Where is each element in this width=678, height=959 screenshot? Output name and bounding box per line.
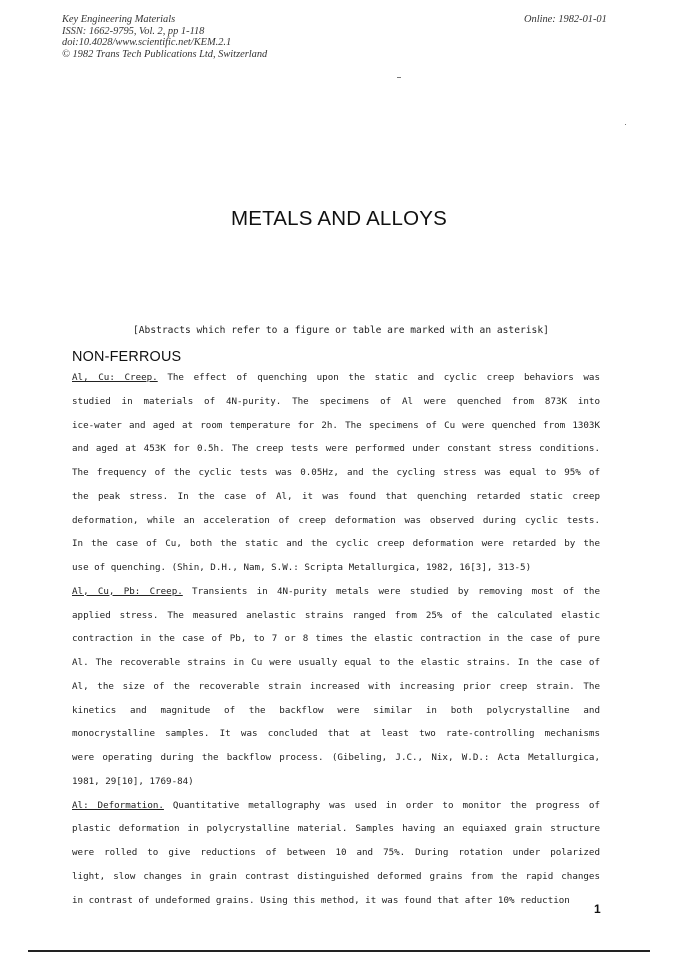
abstract-line: use of quenching. (Shin, D.H., Nam, S.W.: Scripta Metallurgica, 1982, 16[3], 313-5) bbox=[72, 562, 532, 573]
abstract-line: in contrast of undeformed grains. Using this method, it was found that after 10% reduction bbox=[72, 894, 570, 906]
abstract-line: the peak stress. In the case of Al, it was found that quenching retarded static creep bbox=[72, 490, 600, 502]
abstract-line: studied in materials of 4N-purity. The specimens of Al were quenched from 873K into bbox=[72, 395, 600, 407]
scan-speck bbox=[397, 77, 401, 78]
abstract-topic: Al: Deformation. bbox=[72, 799, 164, 811]
journal-header bbox=[62, 14, 267, 60]
issn-line: ISSN: 1662-9795, Vol. 2, pp 1-118 bbox=[62, 25, 205, 37]
abstract-line: kinetics and magnitude of the backflow were similar in both polycrystalline and bbox=[72, 704, 600, 716]
abstract-line: were operating during the backflow process. (Gibeling, J.C., Nix, W.D.: Acta Metallurgica, bbox=[72, 752, 600, 763]
abstract-line: In the case of Cu, both the static and the cyclic creep deformation were retarded by the bbox=[72, 538, 600, 550]
abstract-text: Transients in 4N-purity metals were studied by removing most of the bbox=[182, 585, 600, 597]
abstract-line: applied stress. The measured anelastic strains ranged from 25% of the calculated elastic bbox=[72, 609, 600, 621]
online-date: Online: 1982-01-01 bbox=[524, 14, 607, 25]
abstract-topic: Al, Cu: Creep. bbox=[72, 372, 158, 383]
abstracts-body bbox=[72, 371, 600, 917]
journal-name: Key Engineering Materials bbox=[62, 14, 176, 25]
abstract-line: Al. The recoverable strains in Cu were usually equal to the elastic strains. In the case of bbox=[72, 657, 600, 668]
abstract-line: contraction in the case of Pb, to 7 or 8 times the elastic contraction in the case of pure bbox=[72, 633, 600, 645]
chapter-title: METALS AND ALLOYS bbox=[230, 207, 448, 230]
section-heading: NON-FERROUS bbox=[72, 349, 182, 365]
abstract-line bbox=[72, 371, 600, 395]
abstract-line: light, slow changes in grain contrast distinguished deformed grains from the rapid changes bbox=[72, 870, 600, 882]
abstract bbox=[72, 585, 600, 799]
abstract-text: Quantitative metallography was used in order to monitor the progress of bbox=[163, 799, 600, 811]
asterisk-note: [Abstracts which refer to a figure or table are marked with an asterisk] bbox=[133, 325, 549, 336]
abstract-text: The effect of quenching upon the static and cyclic creep behaviors was bbox=[157, 372, 600, 383]
copyright-line: © 1982 Trans Tech Publications Ltd, Switzerland bbox=[62, 48, 268, 60]
abstract-line: were rolled to give reductions of between 10 and 75%. During rotation under polarized bbox=[72, 847, 600, 858]
abstract-line: ice-water and aged at room temperature for 2h. The specimens of Cu were quenched from 1303K bbox=[72, 419, 600, 431]
doi-link[interactable]: doi:10.4028/www.scientific.net/KEM.2.1 bbox=[62, 37, 232, 49]
abstract-line: monocrystalline samples. It was concluded that at least two rate-controlling mechanisms bbox=[72, 728, 600, 740]
abstract-line bbox=[72, 799, 600, 823]
footer-rule bbox=[28, 950, 650, 952]
abstract-line bbox=[72, 585, 600, 609]
abstract-line: and aged at 453K for 0.5h. The creep tests were performed under constant stress conditions. bbox=[72, 443, 600, 455]
abstract-line: plastic deformation in polycrystalline material. Samples having an equiaxed grain structure bbox=[72, 823, 600, 835]
abstract-topic: Al, Cu, Pb: Creep. bbox=[72, 585, 183, 597]
scan-speck bbox=[625, 124, 626, 125]
abstract-line: Al, the size of the recoverable strain increased with increasing prior creep strain. The bbox=[72, 680, 600, 692]
abstract-line: The frequency of the cyclic tests was 0.05Hz, and the cycling stress was equal to 95% of bbox=[72, 467, 600, 478]
abstract bbox=[72, 371, 600, 585]
abstract-line: 1981, 29[10], 1769-84) bbox=[72, 775, 194, 787]
abstract bbox=[72, 799, 600, 918]
abstract-line: deformation, while an acceleration of creep deformation was observed during cyclic tests. bbox=[72, 514, 600, 526]
page-number: 1 bbox=[594, 902, 601, 916]
